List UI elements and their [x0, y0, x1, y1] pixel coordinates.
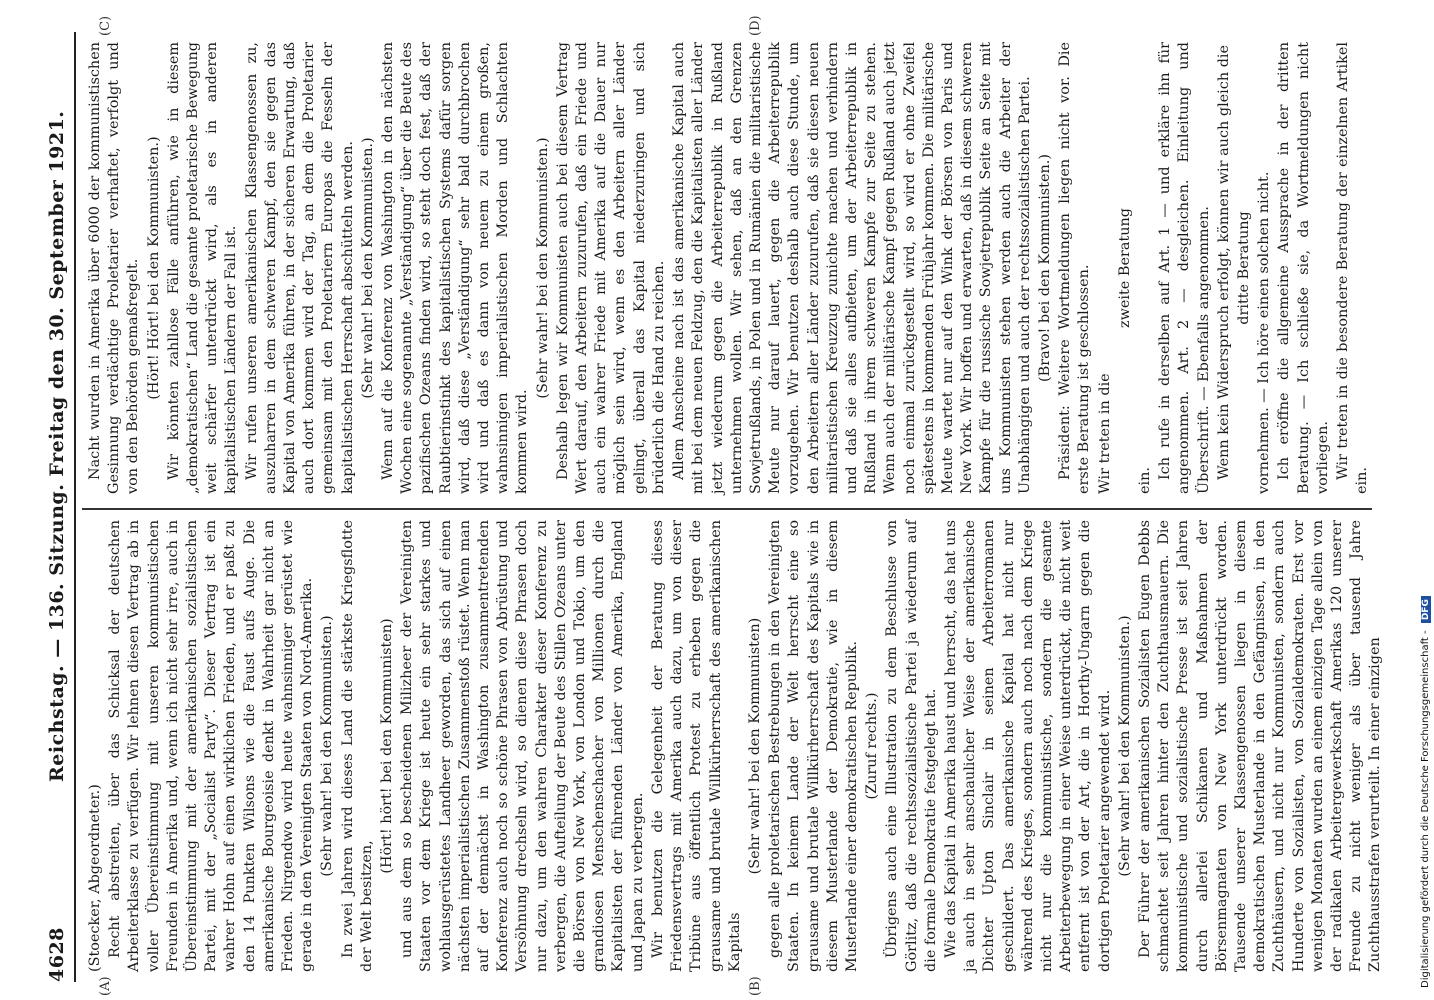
paragraph: gegen alle proletarischen Bestrebungen in den Vereinigten Staaten. In keinem Lande der Welt herrscht eine so grausame und brutale Willkürherrschaft des Kapitals wie in diesem Musterlande der Demokratie, wie in diesem Musterlande einer demokratischen Republik.: [767, 520, 860, 972]
paragraph: Wenn auf die Konferenz von Washington in den nächsten Wochen eine sogenannte „Verständigung“ über die Beute des pazifischen Ozeans finden wird, so steht doch fest, daß der Raubtierinstinkt des kapitalistischen Systems dafür sorgen wird, daß diese „Verständigung“ sehr bald durchbrochen wird und daß es dann von neuem zu einem großen, wahnsinnigen imperialistischen Morden und Schlachten kommen wird.: [380, 42, 531, 494]
interjection: (Sehr wahr! bei den Kommunisten): [746, 617, 763, 875]
page-title: Reichstag. — 136. Sitzung. Freitag den 30. September 1921.: [46, 110, 68, 782]
paragraph: Wir rufen unseren amerikanischen Klassengenossen zu, auszuharren in dem schweren Kampf, den sie gegen das Kapital von Amerika führen, in der sicheren Erwartung, daß auch dort kommen wird der Tag, an dem die Proletarier gemeinsam mit den Proletariern Europas die Fesseln der kapitalistischen Herrschaft abschütteln werden.: [243, 42, 356, 494]
paragraph: Wenn kein Widerspruch erfolgt, können wir auch gleich die: [1215, 44, 1232, 480]
interjection: (Sehr wahr! bei den Kommunisten.): [359, 137, 376, 399]
paragraph: Präsident: Weitere Wortmeldungen liegen nicht vor. Die erste Beratung ist geschlossen.: [1057, 42, 1093, 494]
margin-marker-a: (A): [98, 976, 113, 996]
interjection: (Sehr wahr! bei den Kommunisten.): [1116, 615, 1133, 877]
paragraph: Ich rufe in derselben auf Art. 1 — und erkläre ihn für angenommen. Art. 2 — desgleichen. Einleitung und Überschrift. — Ebenfalls angenommen.: [1157, 42, 1212, 494]
paragraph: Allem Anscheine nach ist das amerikanische Kapital auch mit bei dem neuen Feldzug, den die Kapitalisten aller Länder jetzt wiederum gegen die Arbeiterrepublik in Rußland unternehmen wollen. Wir sehen, daß an den Grenzen Sowjetrußlands, in Polen und in Rumänien die militaristische Meute nur darauf lauert, gegen die Arbeiterrepublik vorzugehen. Wir benutzen deshalb auch diese Stunde, um den Arbeitern aller Länder zuzurufen, daß sie diesen neuen militaristischen Kreuzzug zunichte machen und verhindern und daß sie alles aufbieten, um der Arbeiterrepublik in Rußland in ihrem schweren Kampfe zur Seite zu stehen. Wenn auch der militärische Kampf gegen Rußland auch jetzt noch einmal zurückgestellt wird, so wird er ohne Zweifel spätestens in kommenden Frühjahr kommen. Die militärische Meute wartet nur auf den Wink der Börsen von Paris und New York. Wir hoffen und erwarten, daß in diesem schweren Kampfe für die russische Sowjetrepublik Seite an Seite mit uns Kommunisten stehen werden auch die Arbeiter der Unabhängigen und auch der rechtssozialistischen Partei.: [671, 42, 1033, 494]
paragraph: Ich eröffne die allgemeine Aussprache in der dritten Beratung. — Ich schließe sie, da Wortmeldungen nicht vorliegen.: [1276, 42, 1331, 494]
paragraph: Recht abstreiten, über das Schicksal der deutschen Arbeiterklasse zu verfügen. Wir lehnen diesen Vertrag ab in voller Übereinstimmung mit unseren kommunistischen Freunden in Amerika und, wenn ich nicht sehr irre, auch in Übereinstimmung mit der amerikanischen sozialistischen Partei, mit der „Socialist Party“. Dieser Vertrag ist ein wahrer Hohn auf einen wirklichen Frieden, und er paßt zu den 14 Punkten Wilsons wie die Faust aufs Auge. Die amerikanische Bourgeoisie denkt in Wahrheit gar nicht an Frieden. Nirgendwo wird heute wahnsinniger gerüstet wie gerade in den Vereinigten Staaten von Nord-Amerika.: [107, 520, 316, 972]
page-number: 4628: [46, 927, 68, 982]
paragraph: In zwei Jahren wird dieses Land die stärkste Kriegsflotte der Welt besitzen,: [339, 520, 375, 972]
dfg-logo: DFG: [1421, 596, 1431, 623]
interjection: (Hört! Hört! bei den Kommunisten.): [145, 136, 162, 400]
margin-marker-d: (D): [748, 15, 763, 36]
paragraph: Nacht wurden in Amerika über 6000 der kommunistischen Gesinnung verdächtige Proletarier verhaftet, verfolgt und von den Behörden gemaßregelt.: [87, 42, 142, 494]
paragraph: Wir benutzen die Gelegenheit der Beratung dieses Friedensvertrags mit Amerika auch dazu, um von dieser Tribüne aus öffentlich Protest zu erheben gegen die grausame und brutale Willkürherrschaft des amerikanischen Kapitals: [649, 520, 743, 972]
paragraph: ein.: [1136, 467, 1153, 494]
digitization-note: [1420, 12, 1434, 988]
interjection: (Sehr wahr! bei den Kommunisten.): [534, 137, 551, 399]
header-rule: [74, 32, 76, 982]
interjection: (Bravo! bei den Kommunisten.): [1036, 154, 1053, 382]
margin-marker-b: (B): [748, 976, 763, 996]
interjection: (Zuruf rechts.): [864, 692, 881, 800]
paragraph: Wir treten in die besondere Beratung der einzelnen Artikel ein.: [1335, 42, 1371, 494]
paragraph: vornehmen. — Ich höre einen solchen nicht.: [1256, 171, 1273, 494]
column-divider: [82, 508, 1372, 510]
paragraph: Wir treten in die: [1096, 373, 1113, 494]
interjection: zweite Beratung: [1116, 208, 1133, 328]
paragraph: Übrigens auch eine Illustration zu dem Beschlusse von Görlitz, daß die rechtssozialistische Partei ja wiederum auf die formale Demokratie festgelegt hat.: [884, 520, 939, 972]
page-header: [38, 32, 78, 982]
paragraph: Der Führer der amerikanischen Sozialisten Eugen Debbs schmachtet seit Jahren hinter den Zuchthausmauern. Die kommunistische und sozialistische Presse ist seit Jahren durch allerlei Schikanen und Maßnahmen der Börsenmagnaten von New York unterdrückt worden. Tausende unserer Klassengenossen liegen in diesem demokratischen Musterlande in den Gefängnissen, in den Zuchthäusern, und nicht nur Kommunisten, sondern auch Hunderte von Sozialisten, von Sozialdemokraten. Erst vor wenigen Monaten wurden an einem einzigen Tage allein von der radikalen Arbeitergewerkschaft Amerikas 120 unserer Freunde zu nicht weniger als über tausend Jahre Zuchthausstrafen verurteilt. In einer einzigen: [1136, 520, 1384, 972]
scanned-page: [38, 15, 1384, 996]
speaker-label: (Stoecker, Abgeordneter.): [87, 784, 103, 972]
margin-marker-c: (C): [98, 15, 113, 36]
paragraph: Wir könnten zahllose Fälle anführen, wie in diesem „demokratischen“ Land die gesamte proletarische Bewegung weit schärfer unterdrückt wird, als es in anderen kapitalistischen Ländern der Fall ist.: [165, 42, 240, 494]
interjection: (Sehr wahr! bei den Kommunisten.): [319, 615, 336, 877]
interjection: (Hört! hört! bei den Kommunisten): [379, 618, 396, 874]
funding-note-text: Digitalisierung gefördert durch die Deutsche Forschungsgemeinschaft -: [1420, 630, 1431, 988]
left-text-column: [86, 520, 1384, 972]
paragraph: und aus dem so bescheidenen Milizheer der Vereinigten Staaten vor dem Kriege ist heute ein sehr starkes und wohlausgerüstetes Landheer geworden, das sich auf einen nächsten imperialistischen Zusammenstoß rüstet. Wenn man auf der demnächst in Washington zusammentretenden Konferenz auch noch so schöne Phrasen von Abrüstung und Versöhnung drechseln wird, so dienen diese Phrasen doch nur dazu, um den wahren Charakter dieser Konferenz zu verbergen, die Aufteilung der Beute des Stillen Ozeans unter die Börsen von New York, von London und Tokio, um den grandiosen Menschenschacher von Millionen durch die Kapitalisten der führenden Länder von Amerika, England und Japan zu verbergen.: [399, 520, 646, 972]
paragraph: Wie das Kapital in Amerika haust und herrscht, das hat uns ja auch in sehr anschaulicher Weise der amerikanische Dichter Upton Sinclair in seinen Arbeiterromanen geschildert. Das amerikanische Kapital hat nicht nur während des Krieges, sondern auch noch nach dem Kriege nicht nur die kommunistische, sondern die gesamte Arbeiterbewegung in einer Weise unterdrückt, die nicht weit entfernt ist von der Art, die in Horthy-Ungarn gegen die dortigen Proletarier angewendet wird.: [942, 520, 1113, 972]
interjection: dritte Beratung: [1235, 211, 1252, 325]
right-text-column: [86, 42, 1376, 494]
paragraph: Deshalb legen wir Kommunisten auch bei diesem Vertrag Wert darauf, den Arbeitern zuzurufen, daß ein Friede und auch ein wahrer Friede mit Amerika auf die Dauer nur möglich sein wird, wenn es den Arbeitern aller Länder gelingt, überall das Kapital niederzuringen und sich brüderlich die Hand zu reichen.: [554, 42, 667, 494]
